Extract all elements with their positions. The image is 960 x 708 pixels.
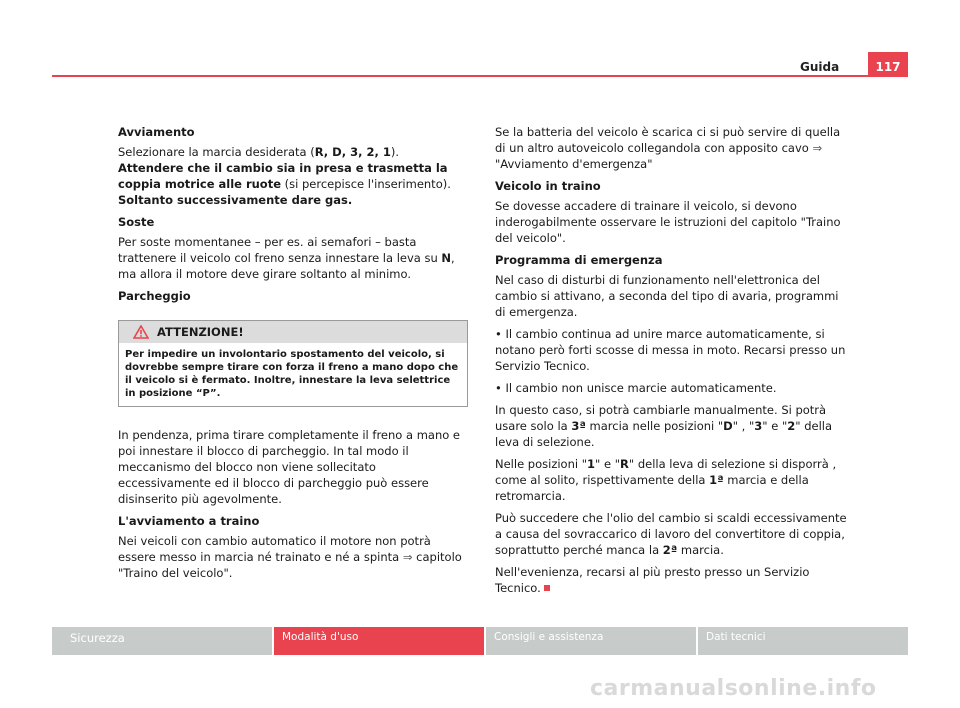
gear-2: 2ª [662,543,678,557]
gear-d: D [723,419,733,433]
text-run: " , " [732,419,755,433]
evenienza-paragraph [495,564,850,596]
veicolo-traino-heading: Veicolo in traino [495,179,601,193]
gear-2-pos: 2 [787,419,796,433]
text-run: marcia. [677,543,724,557]
chapter-tabs [52,627,908,655]
text-run: In questo caso, si potrà cambiarle manualmente. Si potrà usare solo la [495,403,827,433]
text-run: , ma allora il motore deve girare soltanto al minimo. [118,251,455,281]
batteria-paragraph [495,124,850,172]
gear-n: N [441,251,452,265]
warning-box [118,320,468,407]
avviamento-paragraph [118,144,468,208]
text-run: " e " [595,457,621,471]
text-run: " della leva di selezione. [495,419,833,449]
tab-sicurezza[interactable]: Sicurezza [52,627,272,655]
text-run: (si percepisce l'inserimento). [281,177,451,191]
programma-emergenza-heading: Programma di emergenza [495,253,663,267]
emphasis-text: Attendere che il cambio sia in presa e trasmetta la coppia motrice alle ruote [118,161,448,191]
text-run: Nell'evenienza, recarsi al più presto presso un Servizio Tecnico. [495,565,810,595]
avviamento-heading: Avviamento [118,125,195,139]
tab-modalita-uso[interactable]: Modalità d'uso [274,627,484,655]
text-run: marcia e della retromarcia. [495,473,809,503]
cross-reference-arrow-icon: ⇒ [402,550,413,564]
veicolo-traino-paragraph: Se dovesse accadere di trainare il veicolo, si devono inderogabilmente osservare le istruzioni del capitolo "Traino del veicolo". [495,199,841,245]
left-column [118,124,468,587]
text-run: Nelle posizioni " [495,457,588,471]
caso-paragraph [495,402,850,450]
text-run: Se la batteria del veicolo è scarica ci si può servire di quella di un altro autoveicolo collegandola con apposito cavo [495,125,841,155]
gear-1: 1ª [709,473,724,487]
gear-3-pos: 3 [754,419,763,433]
gear-list: R, D, 3, 2, 1 [314,145,391,159]
text-run: marcia nelle posizioni " [585,419,724,433]
text-run: Per soste momentanee – per es. ai semafori – basta trattenere il veicolo col freno senza innestare la leva su [118,235,442,265]
traino-paragraph [118,533,468,581]
gear-1-pos: 1 [587,457,596,471]
warning-triangle-icon [133,325,149,339]
emphasis-text: Soltanto successivamente dare gas. [118,193,353,207]
header-rule [52,75,908,77]
programma-emergenza-paragraph: Nel caso di disturbi di funzionamento nell'elettronica del cambio si attivano, a seconda del tipo di avaria, programmi di emergenza. [495,273,839,319]
bullet-item: • Il cambio continua ad unire marce automaticamente, si notano però forti scosse di messa in moto. Recarsi presso un Servizio Tecnico. [495,327,846,373]
text-run: Selezionare la marcia desiderata ( [118,145,315,159]
soste-paragraph [118,234,468,282]
text-run: capitolo "Traino del veicolo". [118,550,462,580]
warning-text: Per impedire un involontario spostamento del veicolo, si dovrebbe sempre tirare con forza il freno a mano dopo che il veicolo si è fermato. Inoltre, innestare la leva selettrice in posizione “P”. [125,349,459,399]
watermark: carmanualsonline.info [590,676,877,701]
text-run: Nei veicoli con cambio automatico il motore non potrà essere messo in marcia né trainato e né a spinta [118,534,431,564]
warning-title: ATTENZIONE! [157,325,244,339]
cross-reference-arrow-icon: ⇒ [812,141,823,155]
traino-heading: L'avviamento a traino [118,514,260,528]
soste-heading: Soste [118,215,155,229]
pendenza-paragraph: In pendenza, prima tirare completamente il freno a mano e poi innestare il blocco di parcheggio. In tal modo il meccanismo del blocco non viene sollecitato eccessivamente ed il blocco di parcheggio può essere disinserito più agevolmente. [118,428,460,506]
olio-paragraph [495,510,850,558]
end-of-section-icon [544,585,550,591]
section-title: Guida [800,60,840,74]
text-run: Può succedere che l'olio del cambio si scaldi eccessivamente a causa del sovraccarico di lavoro del convertitore di coppia, soprattutto perché manca la [495,511,847,557]
tab-dati-tecnici[interactable]: Dati tecnici [698,627,908,655]
text-run: " e " [762,419,788,433]
text-run: ). [390,145,399,159]
text-run: "Avviamento d'emergenza" [495,157,653,171]
gear-3: 3ª [571,419,586,433]
posizioni-paragraph [495,456,850,504]
gear-r-pos: R [620,457,629,471]
bullet-item: • Il cambio non unisce marcie automaticamente. [495,381,777,395]
page-number: 117 [868,52,908,77]
text-run: " della leva di selezione si disporrà , come al solito, rispettivamente della [495,457,837,487]
parcheggio-heading: Parcheggio [118,289,191,303]
right-column [495,124,850,602]
warning-header [119,321,467,343]
tab-consigli-assistenza[interactable]: Consigli e assistenza [486,627,696,655]
